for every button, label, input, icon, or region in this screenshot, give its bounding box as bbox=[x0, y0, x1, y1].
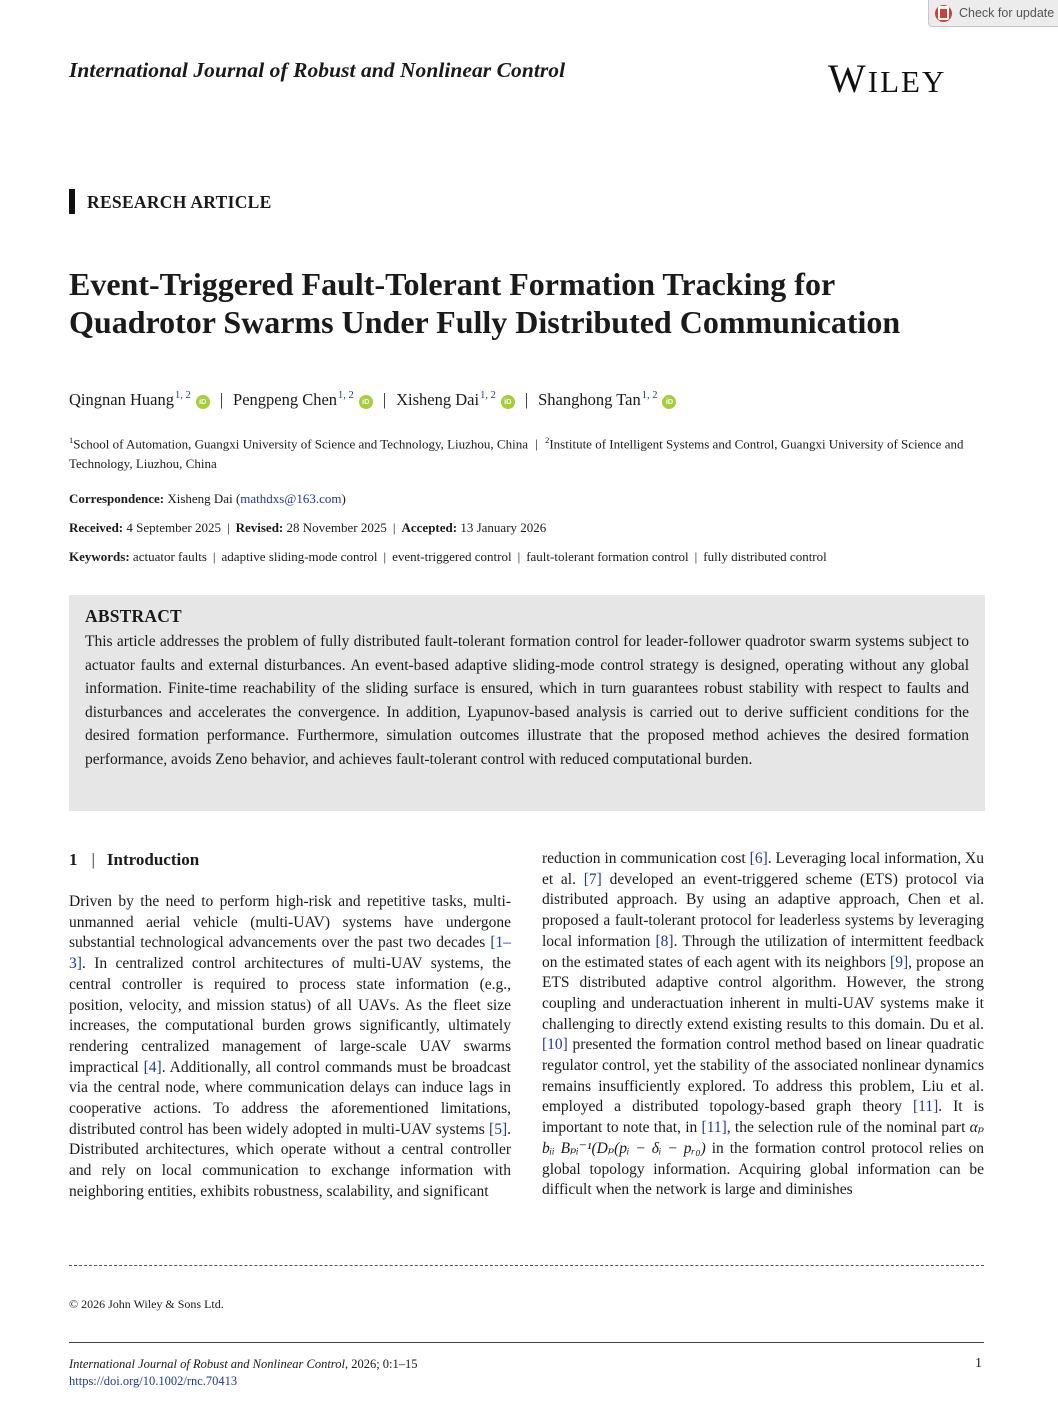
keyword[interactable]: event-triggered control bbox=[392, 549, 512, 564]
abstract-text: This article addresses the problem of fully distributed fault-tolerant formation control for leader-follower quadrotor swarm systems subject to actuator faults and external disturbances. An event-based adaptive sliding-mode control strategy is designed, operating without any global information. Finite-time reachability of the sliding surface is ensured, which in turn guarantees robust stability with respect to faults and disturbances and accelerates the convergence. In addition, Lyapunov-based analysis is carried out to derive sufficient conditions for the desired formation performance. Furthermore, simulation outcomes illustrate that the proposed method achieves the desired formation performance, avoids Zeno behavior, and achieves fault-tolerant control with reduced computational burden. bbox=[85, 633, 969, 768]
math-expression: αₚ bᵢᵢ Bₚᵢ⁻¹(Dₚ(pᵢ − δᵢ − pᵣ₀) bbox=[542, 1119, 985, 1157]
footer-rule bbox=[69, 1342, 984, 1343]
keyword[interactable]: actuator faults bbox=[132, 549, 207, 564]
keyword[interactable]: fault-tolerant formation control bbox=[526, 549, 689, 564]
citation-link[interactable]: [6] bbox=[749, 850, 768, 867]
body-column-right: reduction in communication cost [6]. Leveraging local information, Xu et al. [7] developed an event-triggered scheme (ETS) protocol via distributed approach. By using an adaptive approach, Chen et al. proposed a fault-tolerant protocol for leaderless systems by leveraging local information [8]. Through the utilization of intermittent feedback on the estimated states of each agent with its neighbors [9], propose an ETS distributed adaptive control algorithm. However, the strong coupling and underactuation inherent in multi-UAV systems make it challenging to directly extend existing results to this domain. Du et al. [10] presented the formation control method based on linear quadratic regulator control, yet the stability of the associated nonlinear dynamics remains insufficiently explored. To address this problem, Liu et al. employed a distributed topology-based graph theory [11]. It is important to note that, in [11], the selection rule of the nominal part αₚ bᵢᵢ Bₚᵢ⁻¹(Dₚ(pᵢ − δᵢ − pᵣ₀) in the formation control protocol relies on global topology information. Acquiring global information can be difficult when the network is large and diminishes bbox=[542, 850, 985, 1199]
publisher-logo: WILEY bbox=[828, 56, 947, 101]
orcid-icon[interactable]: iD bbox=[359, 395, 373, 409]
abstract-box bbox=[69, 595, 985, 811]
keyword[interactable]: fully distributed control bbox=[703, 549, 827, 564]
citation-link[interactable]: [4] bbox=[143, 1058, 162, 1076]
orcid-icon[interactable]: iD bbox=[196, 395, 210, 409]
citation-link[interactable]: [8] bbox=[655, 932, 674, 950]
section-heading: 1 | Introduction bbox=[69, 850, 200, 869]
footnote-divider bbox=[69, 1265, 984, 1266]
citation-link[interactable]: [11] bbox=[701, 1119, 727, 1137]
affiliations: $^1$School of Automation, Guangxi University of Science and Technology, Liuzhou, China | $^2$Institute of Intelligent Systems and Control, Guangxi University of Science and Technology, Liuzhou, China bbox=[69, 435, 964, 472]
article-type: RESEARCH ARTICLE bbox=[87, 192, 272, 212]
doi-link[interactable]: https://doi.org/10.1002/rnc.70413 bbox=[69, 1374, 238, 1388]
citation-link[interactable]: [10] bbox=[542, 1036, 568, 1054]
check-for-updates-button[interactable] bbox=[928, 0, 1058, 27]
citation-link[interactable]: [11] bbox=[912, 1098, 939, 1116]
author[interactable]: Qingnan Huang$^{1, 2}$iD bbox=[69, 390, 210, 409]
citation-link[interactable]: [7] bbox=[583, 870, 602, 888]
orcid-icon[interactable]: iD bbox=[662, 395, 676, 409]
journal-name: International Journal of Robust and Nonlinear Control bbox=[69, 58, 566, 82]
keyword[interactable]: adaptive sliding-mode control bbox=[221, 549, 378, 564]
citation-link[interactable]: [5] bbox=[489, 1120, 508, 1138]
paper-title: Event-Triggered Fault-Tolerant Formation Tracking for Quadrotor Swarms Under Fully Distributed Communication bbox=[69, 266, 901, 340]
keywords: Keywords: actuator faults | adaptive sliding-mode control | event-triggered control | fault-tolerant formation control | fully distributed control bbox=[69, 549, 827, 564]
bookmark-icon bbox=[935, 5, 952, 22]
page-number: 1 bbox=[975, 1356, 982, 1371]
author[interactable]: Shanghong Tan$^{1, 2}$iD bbox=[538, 390, 676, 409]
copyright: © 2026 John Wiley & Sons Ltd. bbox=[69, 1297, 224, 1311]
orcid-icon[interactable]: iD bbox=[501, 395, 515, 409]
author[interactable]: Xisheng Dai$^{1, 2}$iD bbox=[396, 390, 515, 409]
author-list: Qingnan Huang$^{1, 2}$iD | Pengpeng Chen$^{1, 2}$iD | Xisheng Dai$^{1, 2}$iD | Shanghong Tan$^{1, 2}$iD bbox=[69, 390, 676, 410]
author[interactable]: Pengpeng Chen$^{1, 2}$iD bbox=[233, 390, 373, 409]
citation-line: International Journal of Robust and Nonlinear Control, 2026; 0:1–15 bbox=[69, 1357, 418, 1371]
body-column-left: Driven by the need to perform high-risk and repetitive tasks, multi-unmanned aerial vehicle (multi-UAV) systems have undergone substantial technological advancements over the past two decades [1–3]. In centralized control architectures of multi-UAV systems, the central controller is required to process state information (e.g., position, velocity, and mission status) of all UAVs. As the fleet size increases, the computational burden grows significantly, ultimately rendering centralized management of large-scale UAV swarms impractical [4]. Additionally, all control commands must be broadcast via the central node, where communication delays can induce lags in cooperative actions. To address the aforementioned limitations, distributed control has been widely adopted in multi-UAV systems [5]. Distributed architectures, which operate without a central controller and rely on local communication to exchange information with neighboring entities, exhibits robustness, scalability, and significant bbox=[69, 893, 511, 1200]
check-for-updates-label: Check for update bbox=[959, 6, 1055, 20]
article-type-bar bbox=[69, 189, 75, 214]
dates: Received: 4 September 2025 | Revised: 28 November 2025 | Accepted: 13 January 2026 bbox=[69, 520, 547, 535]
abstract-heading: ABSTRACT bbox=[85, 606, 182, 626]
email-link[interactable]: mathdxs@163.com bbox=[240, 491, 342, 506]
citation-link[interactable]: [9] bbox=[890, 953, 909, 971]
correspondence: Correspondence: Xisheng Dai (mathdxs@163.com) bbox=[69, 491, 346, 506]
citation-link[interactable]: [1–3] bbox=[69, 934, 511, 973]
